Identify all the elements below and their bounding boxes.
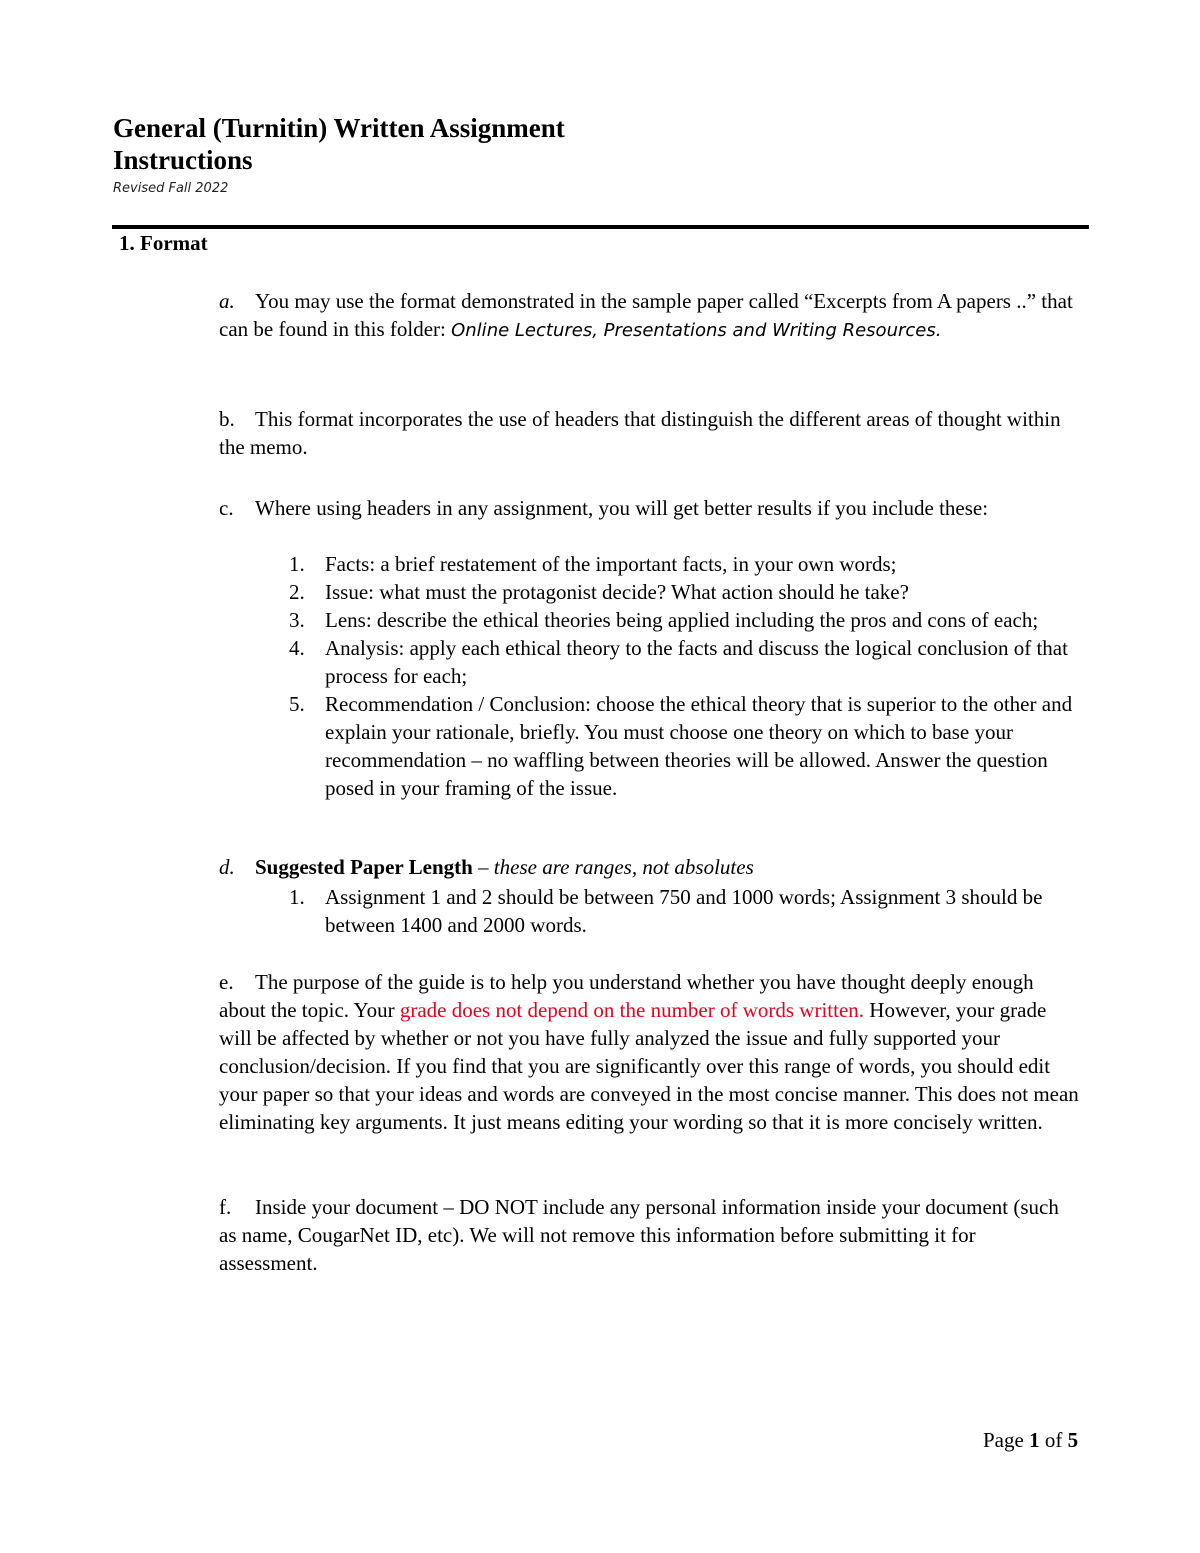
paragraph-c-text: Where using headers in any assignment, you will get better results if you include these:: [255, 496, 989, 520]
title-line-1: General (Turnitin) Written Assignment: [113, 113, 565, 143]
list-item: 2. Issue: what must the protagonist decide? What action should he take?: [289, 580, 909, 604]
title-line-2: Instructions: [113, 145, 253, 175]
grade-note-red: grade does not depend on the number of words written.: [399, 998, 865, 1022]
list-item: 5. Recommendation / Conclusion: choose the ethical theory that is superior to the other and explain your rationale, briefly. You must choose one theory on which to base your recommendation – no waffling between theories will be allowed. Answer the question posed in your framing of the issue.: [289, 692, 1073, 800]
paragraph-e: e. The purpose of the guide is to help you understand whether you have thought deeply enough about the topic. Your grade does not depend on the number of words written. However, your grade will be affected by whether or not you have fully analyzed the issue and fully supported your conclusion/decision. If you find that you are significantly over this range of words, you should edit your paper so that your ideas and words are conveyed in the most concise manner. This does not mean eliminating key arguments. It just means editing your wording so that it is more concisely written.: [219, 970, 1079, 1134]
paragraph-a: [219, 287, 1079, 345]
paragraph-d-heading: Suggested Paper Length: [255, 855, 473, 879]
paragraph-c: [219, 494, 1079, 522]
document-title: [113, 112, 1013, 176]
revised-date: Revised Fall 2022: [113, 181, 229, 196]
folder-name: Online Lectures, Presentations and Writing Resources.: [451, 320, 942, 341]
paragraph-d-note: these are ranges, not absolutes: [493, 855, 754, 879]
page-number: Page 1 of 5: [983, 1428, 1079, 1452]
paragraph-f: [219, 1193, 1079, 1277]
paragraph-b-label: b.: [219, 407, 235, 431]
paragraph-e-label: e.: [219, 970, 234, 994]
header-list: [289, 550, 1079, 802]
paragraph-a-label: a.: [219, 289, 235, 313]
length-list: [289, 883, 1079, 939]
list-item: 4. Analysis: apply each ethical theory to the facts and discuss the logical conclusion of that process for each;: [289, 636, 1068, 688]
list-item: 3. Lens: describe the ethical theories being applied including the pros and cons of each;: [289, 608, 1039, 632]
paragraph-a-text: You may use the format demonstrated in the sample paper called “Excerpts from A papers ..” that can be found in this folder:: [219, 289, 1073, 341]
paragraph-b-text: This format incorporates the use of headers that distinguish the different areas of thought within the memo.: [219, 407, 1061, 459]
header-divider: [112, 225, 1089, 229]
paragraph-f-label: f.: [219, 1195, 232, 1219]
list-item: 1. Facts: a brief restatement of the important facts, in your own words;: [289, 552, 897, 576]
paragraph-f-text: Inside your document – DO NOT include any personal information inside your document (such as name, CougarNet ID, etc). We will not remove this information before submitting it for assessment.: [219, 1195, 1059, 1275]
paragraph-d-label: d.: [219, 855, 235, 879]
paragraph-b: [219, 405, 1079, 461]
section-heading-format: 1. Format: [119, 231, 208, 255]
paragraph-d: d. Suggested Paper Length – these are ranges, not absolutes: [219, 855, 754, 879]
list-item: 1. Assignment 1 and 2 should be between 750 and 1000 words; Assignment 3 should be between 1400 and 2000 words.: [289, 885, 1043, 937]
paragraph-c-label: c.: [219, 496, 234, 520]
